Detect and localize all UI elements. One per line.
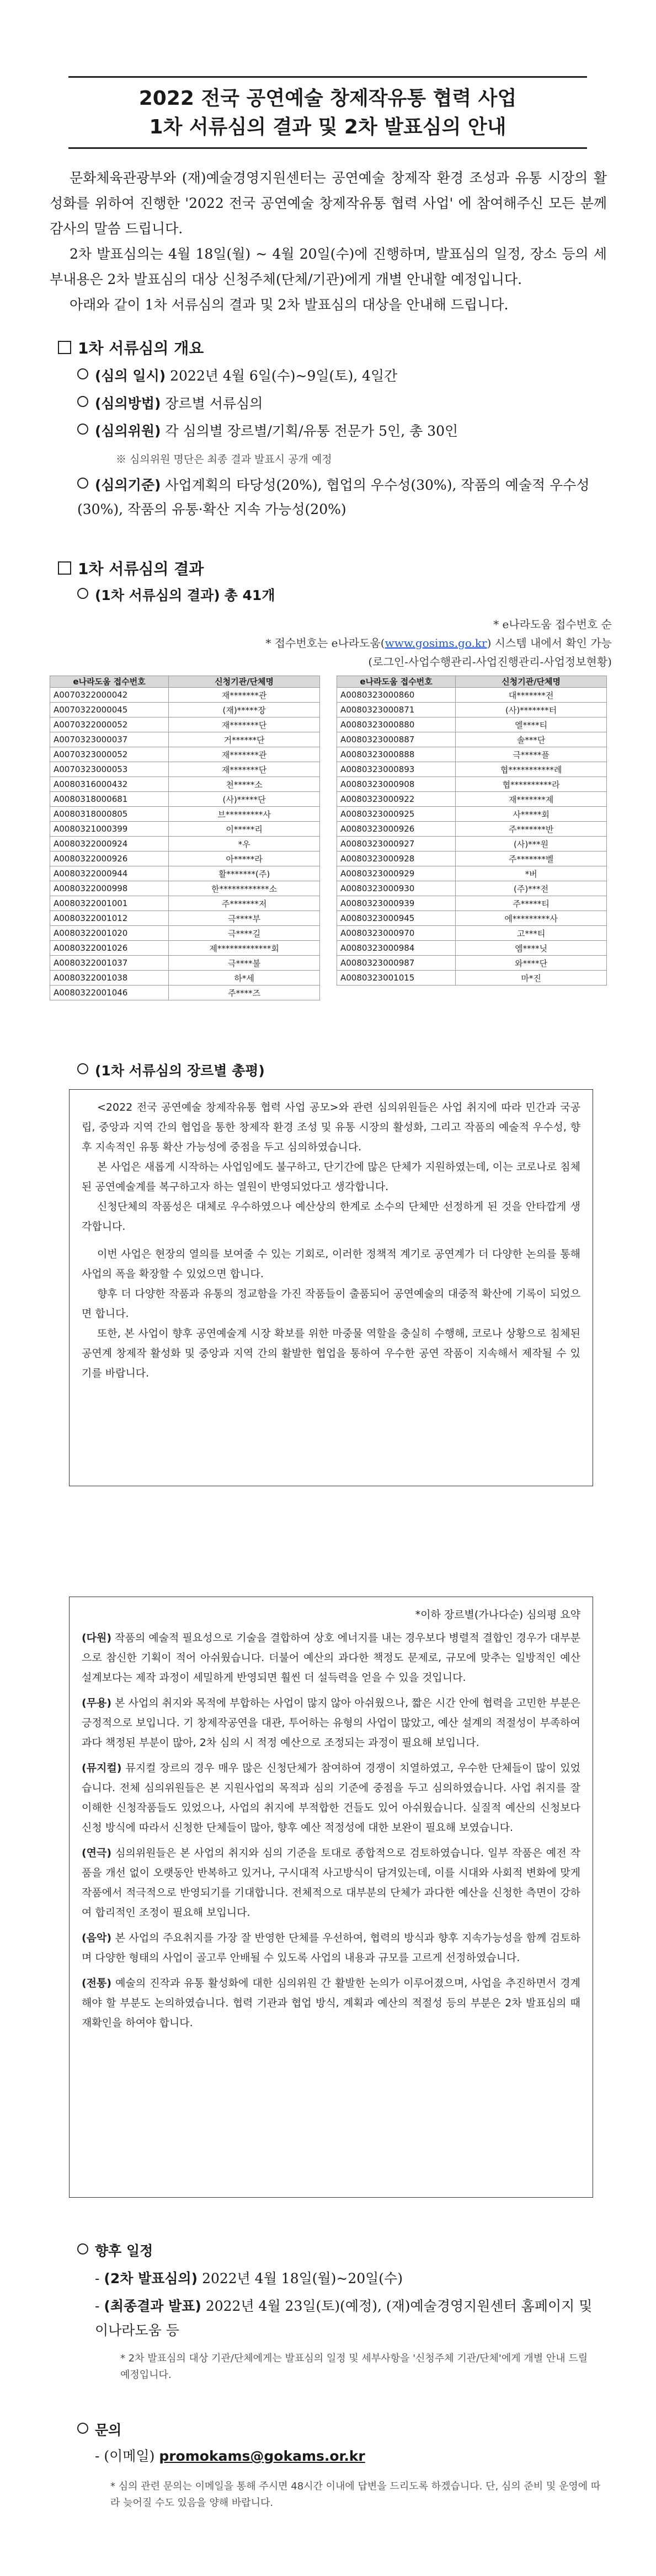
table-row bbox=[50, 866, 320, 881]
receipt-number-cell: A0080322001038 bbox=[50, 971, 169, 986]
table-row bbox=[337, 747, 607, 762]
result-notes: * e나라도움 접수번호 순 * 접수번호는 e나라도움(www.gosims.go.kr) 시스템 내에서 확인 가능 (로그인-사업수행관리-사업진행관리-사업정보현황) bbox=[265, 618, 612, 668]
receipt-number-cell: A0080323000926 bbox=[337, 822, 456, 837]
table-row bbox=[50, 896, 320, 911]
receipt-number-cell: A0080323000871 bbox=[337, 703, 456, 717]
table-row bbox=[50, 762, 320, 777]
receipt-number-cell: A0080323000860 bbox=[337, 688, 456, 703]
table-row bbox=[50, 956, 320, 971]
column-header: e나라도움 접수번호 bbox=[337, 676, 456, 688]
receipt-number-cell: A0080323000893 bbox=[337, 762, 456, 777]
receipt-number-cell: A0080323000984 bbox=[337, 941, 456, 956]
receipt-number-cell: A0080322001020 bbox=[50, 926, 169, 941]
receipt-number-cell: A0080321000399 bbox=[50, 822, 169, 837]
table-row bbox=[50, 688, 320, 703]
receipt-number-cell: A0080323000930 bbox=[337, 881, 456, 896]
table-row bbox=[50, 747, 320, 762]
organization-name-cell: 주*******저 bbox=[169, 896, 320, 911]
organization-name-cell: 한************소 bbox=[169, 881, 320, 896]
contact-heading: 문의 bbox=[77, 2418, 607, 2443]
receipt-number-cell: A0080322000926 bbox=[50, 851, 169, 866]
table-row bbox=[337, 762, 607, 777]
result-table-left bbox=[50, 676, 320, 1000]
organization-name-cell: 재*******제 bbox=[456, 792, 607, 807]
organization-name-cell: 주*****티 bbox=[456, 896, 607, 911]
receipt-number-cell: A0080316000432 bbox=[50, 777, 169, 792]
receipt-number-cell: A0070323000037 bbox=[50, 732, 169, 747]
intro-paragraph: 2차 발표심의는 4월 18일(월) ~ 4월 20일(수)에 진행하며, 발표심의 일정, 장소 등의 세부내용은 2차 발표심의 대상 신청주체(단체/기관)에게 개별 안내할 예정입니다. bbox=[50, 246, 607, 287]
table-row bbox=[337, 807, 607, 822]
receipt-number-cell: A0070322000042 bbox=[50, 688, 169, 703]
committee-note: ※ 심의위원 명단은 최종 결과 발표시 공개 예정 bbox=[116, 453, 332, 465]
schedule-note: * 2차 발표심의 대상 기관/단체에게는 발표심의 일정 및 세부사항을 '신청주체 기관/단체'에게 개별 안내 드릴 예정입니다. bbox=[120, 2353, 588, 2381]
organization-name-cell: 거******단 bbox=[169, 732, 320, 747]
table-row bbox=[337, 837, 607, 851]
receipt-number-cell: A0080322000998 bbox=[50, 881, 169, 896]
genre-caption: *이하 장르별(가나다순) 심의평 요약 bbox=[415, 1609, 580, 1621]
column-header: 신청기관/단체명 bbox=[169, 676, 320, 688]
organization-name-cell: *우 bbox=[169, 837, 320, 851]
table-row bbox=[337, 822, 607, 837]
intro-paragraph: 아래와 같이 1차 서류심의 결과 및 2차 발표심의 대상을 안내해 드립니다. bbox=[70, 297, 509, 313]
title-line-2: 1차 서류심의 결과 및 2차 발표심의 안내 bbox=[149, 116, 506, 138]
table-row bbox=[50, 837, 320, 851]
organization-name-cell: 에*********사 bbox=[456, 911, 607, 926]
receipt-number-cell: A0070323000053 bbox=[50, 762, 169, 777]
section-overview-heading: 1차 서류심의 개요 bbox=[58, 336, 204, 358]
organization-name-cell: 활*******(주) bbox=[169, 866, 320, 881]
overview-item: (심의 일시) 2022년 4월 6일(수)~9일(토), 4일간 bbox=[77, 364, 607, 388]
table-row bbox=[50, 926, 320, 941]
table-row bbox=[337, 688, 607, 703]
overview-item: (심의위원) 각 심의별 장르별/기획/유통 전문가 5인, 총 30인 bbox=[77, 419, 607, 443]
circle-bullet-icon bbox=[77, 478, 88, 489]
table-row bbox=[337, 971, 607, 986]
receipt-number-cell: A0080323000929 bbox=[337, 866, 456, 881]
organization-name-cell: 이*****리 bbox=[169, 822, 320, 837]
organization-name-cell: 극****부 bbox=[169, 911, 320, 926]
organization-name-cell: 제*************회 bbox=[169, 941, 320, 956]
table-row bbox=[337, 866, 607, 881]
genre-review: (무용) 본 사업의 취지와 목적에 부합하는 사업이 많지 않아 아쉬웠으나, 짧은 시간 안에 협력을 고민한 부분은 긍정적으로 보입니다. 기 창제작공연을 대관, 투어하는 유형의 사업이 많았고, 예산 설계의 적절성이 부족하여 과다 책정된 부분이 많아, 2차 심의 시 적정 예산으로 조정되는 과정이 필요해 보입니다. bbox=[82, 1697, 580, 1749]
review-heading: (1차 서류심의 장르별 총평) bbox=[77, 1059, 607, 1083]
title-line-1: 2022 전국 공연예술 창제작유통 협력 사업 bbox=[138, 87, 517, 110]
table-row bbox=[337, 777, 607, 792]
receipt-number-cell: A0080322001012 bbox=[50, 911, 169, 926]
table-row bbox=[50, 792, 320, 807]
organization-name-cell: (재)*****장 bbox=[169, 703, 320, 717]
table-row bbox=[50, 986, 320, 1000]
table-row bbox=[337, 941, 607, 956]
genre-review: (음악) 본 사업의 주요취지를 가장 잘 반영한 단체를 우선하여, 협력의 방식과 향후 지속가능성을 함께 검토하며 다양한 형태의 사업이 골고루 안배될 수 있도록 사업의 내용과 규모를 고르게 선정하였습니다. bbox=[82, 1932, 580, 1964]
receipt-number-cell: A0080323000939 bbox=[337, 896, 456, 911]
organization-name-cell: 엘****티 bbox=[456, 717, 607, 732]
receipt-number-cell: A0080323000927 bbox=[337, 837, 456, 851]
contact-note: * 심의 관련 문의는 이메일을 통해 주시면 48시간 이내에 답변을 드리도록 하겠습니다. 단, 심의 준비 및 운영에 따라 늦어질 수도 있음을 양해 바랍니다. bbox=[110, 2481, 601, 2509]
organization-name-cell: 마*진 bbox=[456, 971, 607, 986]
table-row bbox=[337, 717, 607, 732]
receipt-number-cell: A0070322000045 bbox=[50, 703, 169, 717]
contact-email-row: - (이메일) promokams@gokams.or.kr bbox=[95, 2448, 365, 2464]
table-row bbox=[50, 851, 320, 866]
organization-name-cell: 재*******단 bbox=[169, 717, 320, 732]
receipt-number-cell: A0070322000052 bbox=[50, 717, 169, 732]
receipt-number-cell: A0080323000970 bbox=[337, 926, 456, 941]
circle-bullet-icon bbox=[77, 368, 88, 379]
genre-review: (전통) 예술의 진작과 유통 활성화에 대한 심의위원 간 활발한 논의가 이루어졌으며, 사업을 추진하면서 경계해야 할 부분도 논의하였습니다. 협력 기관과 협업 방식, 계획과 예산의 적절성 등의 부분은 2차 발표심의 때 재확인을 하여야 합니다. bbox=[82, 1977, 580, 2029]
organization-name-cell: 재*******관 bbox=[169, 688, 320, 703]
table-row bbox=[337, 792, 607, 807]
receipt-number-cell: A0080322000944 bbox=[50, 866, 169, 881]
organization-name-cell: (사)*******터 bbox=[456, 703, 607, 717]
schedule-item: - (2차 발표심의) 2022년 4월 18일(월)~20일(수) bbox=[95, 2270, 403, 2286]
organization-name-cell: 주*******벨 bbox=[456, 851, 607, 866]
organization-name-cell: (사)*****단 bbox=[169, 792, 320, 807]
genre-review: (연극) 심의위원들은 본 사업의 취지와 심의 기준을 토대로 종합적으로 검토하였습니다. 일부 작품은 예전 작품을 개선 없이 오랫동안 반복하고 있거나, 구시대적 사고방식이 담겨있는데, 이를 시대와 사회적 변화에 맞게 작품에서 적극적으로 반영되기를 기대합니다. 전체적으로 대부분의 단체가 과다한 예산을 신청한 측면이 강하여 합리적인 조정이 필요해 보입니다. bbox=[82, 1847, 580, 1919]
circle-bullet-icon bbox=[77, 396, 88, 407]
table-row bbox=[50, 822, 320, 837]
organization-name-cell: 재*******단 bbox=[169, 762, 320, 777]
organization-name-cell: 솔***단 bbox=[456, 732, 607, 747]
organization-name-cell: 브*********사 bbox=[169, 807, 320, 822]
square-bullet-icon bbox=[58, 561, 71, 575]
organization-name-cell: 주*******반 bbox=[456, 822, 607, 837]
column-header: 신청기관/단체명 bbox=[456, 676, 607, 688]
table-row bbox=[337, 926, 607, 941]
result-table-right bbox=[337, 676, 607, 986]
receipt-number-cell: A0080322001026 bbox=[50, 941, 169, 956]
organization-name-cell: 협***********레 bbox=[456, 762, 607, 777]
receipt-number-cell: A0080322001037 bbox=[50, 956, 169, 971]
genre-review: (다원) 작품의 예술적 필요성으로 기술을 결합하여 상호 에너지를 내는 경우보다 병렬적 결합인 경우가 대부분으로 참신한 기획이 적어 아쉬웠습니다. 더불어 예산의 과다한 책정도 문제로, 규모에 맞추는 일방적인 예산 설계보다는 제작 과정이 세밀하게 반영되면 훨씬 더 설득력을 얻을 수 있을 것입니다. bbox=[82, 1632, 580, 1684]
organization-name-cell: 대*******전 bbox=[456, 688, 607, 703]
organization-name-cell: 와****단 bbox=[456, 956, 607, 971]
receipt-number-cell: A0080318000805 bbox=[50, 807, 169, 822]
organization-name-cell: 주****즈 bbox=[169, 986, 320, 1000]
contact-email-link[interactable]: promokams@gokams.or.kr bbox=[159, 2448, 365, 2464]
table-row bbox=[337, 881, 607, 896]
intro-text bbox=[50, 165, 607, 318]
receipt-number-cell: A0080323000987 bbox=[337, 956, 456, 971]
schedule-heading: 향후 일정 bbox=[77, 2239, 607, 2263]
receipt-number-cell: A0080322001046 bbox=[50, 986, 169, 1000]
review-summary-box: <2022 전국 공연예술 창제작유통 협력 사업 공모>와 관련 심의위원들은 사업 취지에 따라 민간과 국공립, 중앙과 지역 간의 협업을 통한 창제작 환경 조성 및 유통 시장의 활성화, 그리고 작품의 예술적 우수성, 향후 지속적인 유통 확산 가능성에 중점을 두고 심의하였습니다. 본 사업은 새롭게 시작하는 사업임에도 불구하고, 단기간에 많은 단체가 지원하였는데, 이는 코로나로 침체된 공연예술계를 복구하고자 하는 열원이 반영되었다고 생각합니다. 신청단체의 작품성은 대체로 우수하였으나 예산상의 한계로 소수의 단체만 선정하게 된 것을 안타깝게 생각합니다. 이번 사업은 현장의 열의를 보여줄 수 있는 기회로, 이러한 정책적 계기로 공연계가 더 다양한 논의를 통해 사업의 폭을 확장할 수 있었으면 합니다. 향후 더 다양한 작품과 유통의 정교함을 가진 작품들이 출품되어 공연예술의 대중적 확산에 기록이 되었으면 합니다. 또한, 본 사업이 향후 공연예술계 시장 확보를 위한 마중물 역할을 충실히 수행해, 코로나 상황으로 침체된 공연계 창제작 활성화 및 중앙과 지역 간의 활발한 협업을 통하여 우수한 공연 작품이 지속해서 제작될 수 있기를 바랍니다. bbox=[69, 1089, 593, 1486]
table-row bbox=[50, 703, 320, 717]
organization-name-cell: 재*******관 bbox=[169, 747, 320, 762]
table-row bbox=[50, 732, 320, 747]
organization-name-cell: 하*세 bbox=[169, 971, 320, 986]
schedule-item: - (최종결과 발표) 2022년 4월 23일(토)(예정), (재)예술경영지원센터 홈페이지 및 이나라도움 등 bbox=[95, 2298, 593, 2338]
table-row bbox=[50, 911, 320, 926]
receipt-number-cell: A0080318000681 bbox=[50, 792, 169, 807]
result-summary: (1차 서류심의 결과) 총 41개 bbox=[77, 583, 607, 608]
receipt-number-cell: A0080322000924 bbox=[50, 837, 169, 851]
square-bullet-icon bbox=[58, 341, 71, 354]
overview-item: (심의기준) 사업계획의 타당성(20%), 협업의 우수성(30%), 작품의 예술적 우수성(30%), 작품의 유통·확산 지속 가능성(20%) bbox=[77, 477, 590, 517]
table-row bbox=[337, 851, 607, 866]
receipt-number-cell: A0080323001015 bbox=[337, 971, 456, 986]
receipt-number-cell: A0080323000922 bbox=[337, 792, 456, 807]
circle-bullet-icon bbox=[77, 2243, 88, 2254]
genre-review: (뮤지컬) 뮤지컬 장르의 경우 매우 많은 신청단체가 참여하여 경쟁이 치열하였고, 우수한 단체들이 많이 있었습니다. 전체 심의위원들은 본 지원사업의 목적과 심의 기준에 중점을 두고 심의하였습니다. 사업 취지를 잘 이해한 신청작품들도 있었으나, 사업의 취지에 부적합한 건들도 있어 아쉬웠습니다. 실질적 예산의 신청보다 신청 방식에 따라서 신청한 단체들이 많아, 향후 예산 적정성에 대한 보완이 필요해 보였습니다. bbox=[82, 1762, 580, 1834]
receipt-number-cell: A0080323000908 bbox=[337, 777, 456, 792]
organization-name-cell: (주)***전 bbox=[456, 881, 607, 896]
organization-name-cell: 아*****라 bbox=[169, 851, 320, 866]
section-result-heading: 1차 서류심의 결과 bbox=[58, 557, 204, 579]
receipt-number-cell: A0080323000928 bbox=[337, 851, 456, 866]
organization-name-cell: 고***티 bbox=[456, 926, 607, 941]
organization-name-cell: (사)***원 bbox=[456, 837, 607, 851]
receipt-number-cell: A0070323000052 bbox=[50, 747, 169, 762]
organization-name-cell: *버 bbox=[456, 866, 607, 881]
overview-item: (심의방법) 장르별 서류심의 bbox=[77, 392, 607, 416]
organization-name-cell: 엠****닛 bbox=[456, 941, 607, 956]
receipt-number-cell: A0080323000888 bbox=[337, 747, 456, 762]
organization-name-cell: 극*****플 bbox=[456, 747, 607, 762]
table-row bbox=[337, 956, 607, 971]
table-row bbox=[337, 732, 607, 747]
circle-bullet-icon bbox=[77, 588, 88, 599]
table-row bbox=[50, 881, 320, 896]
table-row bbox=[50, 807, 320, 822]
organization-name-cell: 극****불 bbox=[169, 956, 320, 971]
table-row bbox=[337, 703, 607, 717]
table-row bbox=[50, 717, 320, 732]
table-row bbox=[50, 941, 320, 956]
intro-paragraph: 문화체육관광부와 (재)예술경영지원센터는 공연예술 창제작 환경 조성과 유통 시장의 활성화를 위하여 진행한 '2022 전국 공연예술 창제작유통 협력 사업' 에 참여해주신 모든 분께 감사의 말씀 드립니다. bbox=[50, 170, 607, 237]
genre-review-box bbox=[69, 1597, 593, 2198]
organization-name-cell: 천*****소 bbox=[169, 777, 320, 792]
receipt-number-cell: A0080323000925 bbox=[337, 807, 456, 822]
circle-bullet-icon bbox=[77, 424, 88, 435]
table-row bbox=[337, 911, 607, 926]
receipt-number-cell: A0080323000880 bbox=[337, 717, 456, 732]
table-row bbox=[337, 896, 607, 911]
organization-name-cell: 협**********라 bbox=[456, 777, 607, 792]
column-header: e나라도움 접수번호 bbox=[50, 676, 169, 688]
receipt-number-cell: A0080322001001 bbox=[50, 896, 169, 911]
circle-bullet-icon bbox=[77, 1063, 88, 1074]
gosims-link[interactable]: www.gosims.go.kr bbox=[385, 636, 487, 650]
organization-name-cell: 사*****회 bbox=[456, 807, 607, 822]
organization-name-cell: 극****길 bbox=[169, 926, 320, 941]
document-title bbox=[68, 76, 587, 149]
circle-bullet-icon bbox=[77, 2423, 88, 2434]
table-row bbox=[50, 777, 320, 792]
receipt-number-cell: A0080323000887 bbox=[337, 732, 456, 747]
table-row bbox=[50, 971, 320, 986]
receipt-number-cell: A0080323000945 bbox=[337, 911, 456, 926]
